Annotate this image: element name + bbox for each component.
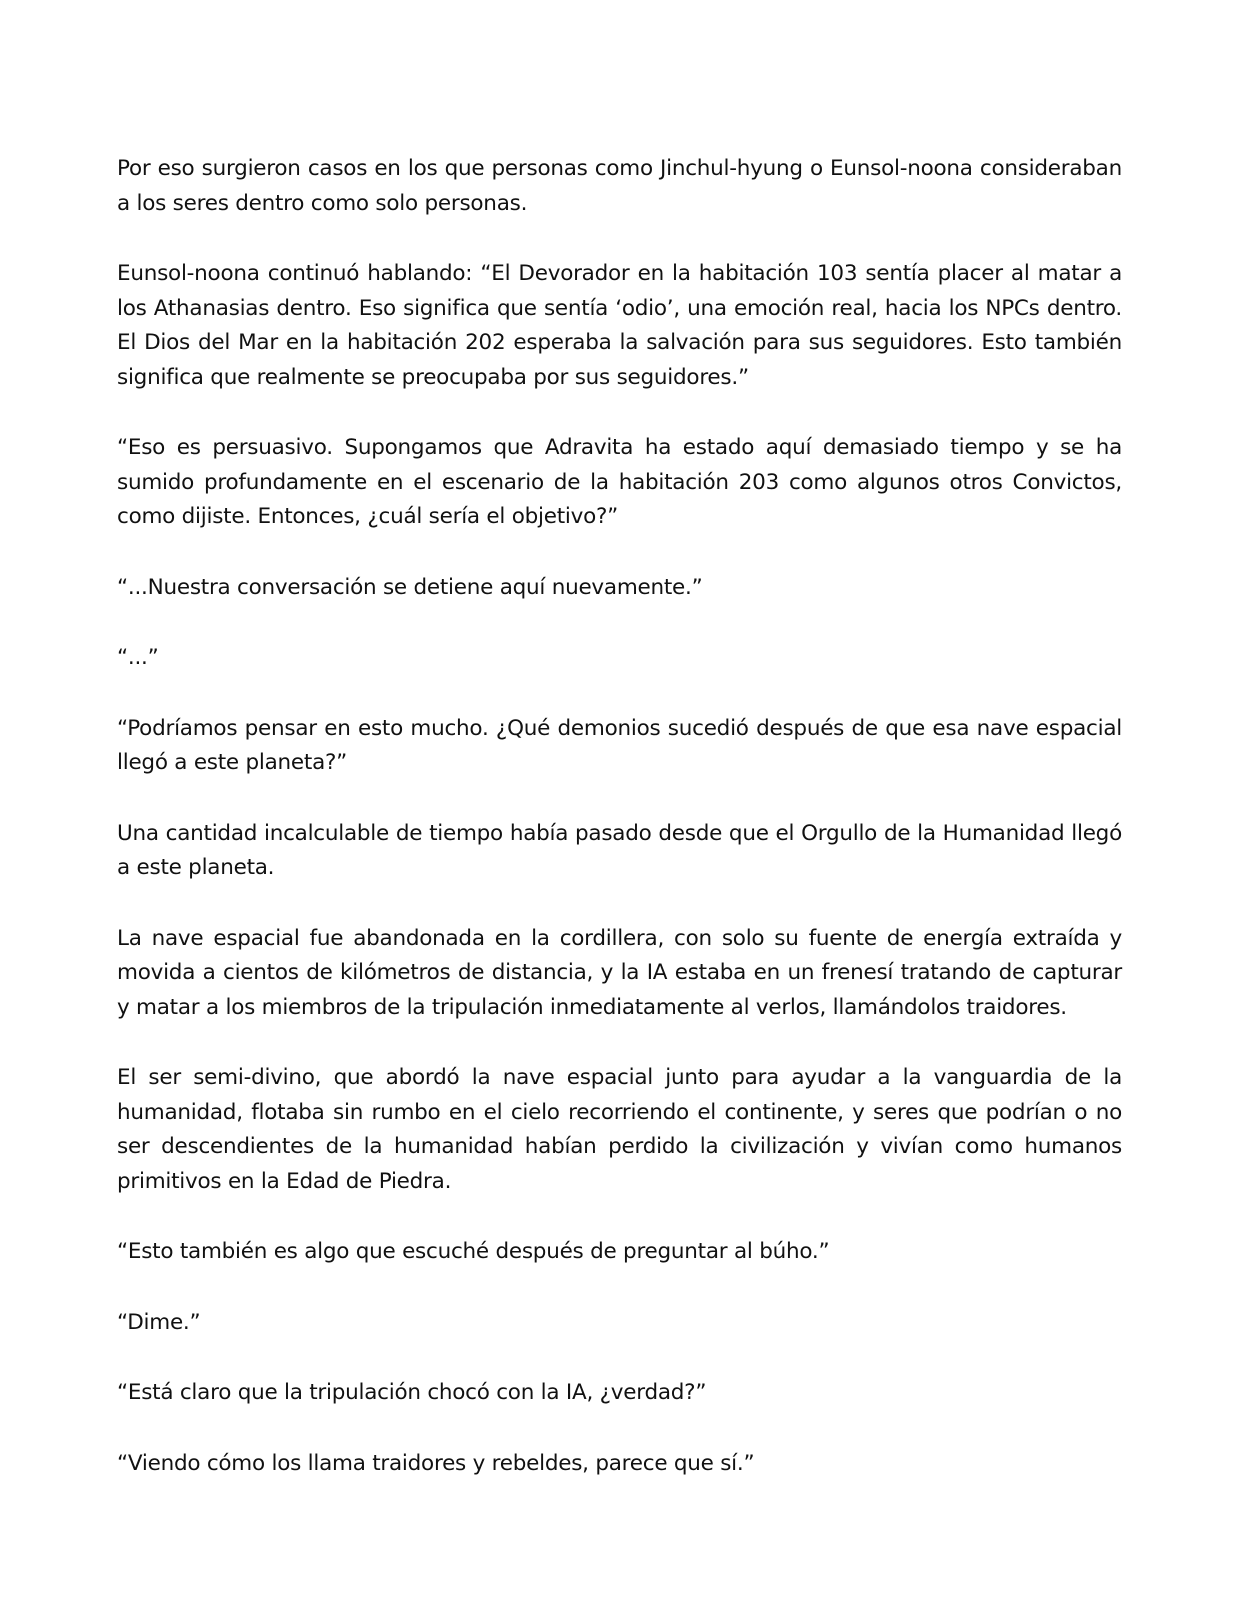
paragraph: “Está claro que la tripulación chocó con la IA, ¿verdad?” bbox=[117, 1380, 707, 1405]
paragraph: La nave espacial fue abandonada en la cordillera, con solo su fuente de energía extraída y movida a cientos de kilómetros de distancia, y la IA estaba en un frenesí tratando de capturar y matar a los miembros de la tripulación inmediatamente al verlos, llamándolos traidores. bbox=[117, 925, 1122, 1020]
paragraph: “Podríamos pensar en esto mucho. ¿Qué demonios sucedió después de que esa nave espacial llegó a este planeta?” bbox=[117, 715, 1122, 775]
paragraph: “Dime.” bbox=[117, 1309, 201, 1335]
paragraph: “Esto también es algo que escuché después de preguntar al búho.” bbox=[117, 1239, 830, 1264]
paragraph: “...” bbox=[117, 645, 159, 670]
text-column bbox=[117, 152, 1122, 1517]
paragraph: “Viendo cómo los llama traidores y rebeldes, parece que sí.” bbox=[117, 1450, 755, 1476]
paragraph: Una cantidad incalculable de tiempo había pasado desde que el Orgullo de la Humanidad llegó a este planeta. bbox=[117, 820, 1122, 880]
paragraph: El ser semi-divino, que abordó la nave espacial junto para ayudar a la vanguardia de la humanidad, flotaba sin rumbo en el cielo recorriendo el continente, y seres que podrían o no ser descendientes de la humanidad habían perdido la civilización y vivían como humanos primitivos en la Edad de Piedra. bbox=[117, 1065, 1122, 1194]
paragraph: Eunsol-noona continuó hablando: “El Devorador en la habitación 103 sentía placer al matar a los Athanasias dentro. Eso significa que sentía ‘odio’, una emoción real, hacia los NPCs dentro. El Dios del Mar en la habitación 202 esperaba la salvación para sus seguidores. Esto también significa que realmente se preocupaba por sus seguidores.” bbox=[117, 261, 1122, 390]
paragraph: “...Nuestra conversación se detiene aquí nuevamente.” bbox=[117, 574, 703, 600]
paragraph: “Eso es persuasivo. Supongamos que Adravita ha estado aquí demasiado tiempo y se ha sumido profundamente en el escenario de la habitación 203 como algunos otros Convictos, como dijiste. Entonces, ¿cuál sería el objetivo?” bbox=[117, 435, 1122, 529]
paragraph: Por eso surgieron casos en los que personas como Jinchul-hyung o Eunsol-noona consideraban a los seres dentro como solo personas. bbox=[117, 156, 1122, 216]
